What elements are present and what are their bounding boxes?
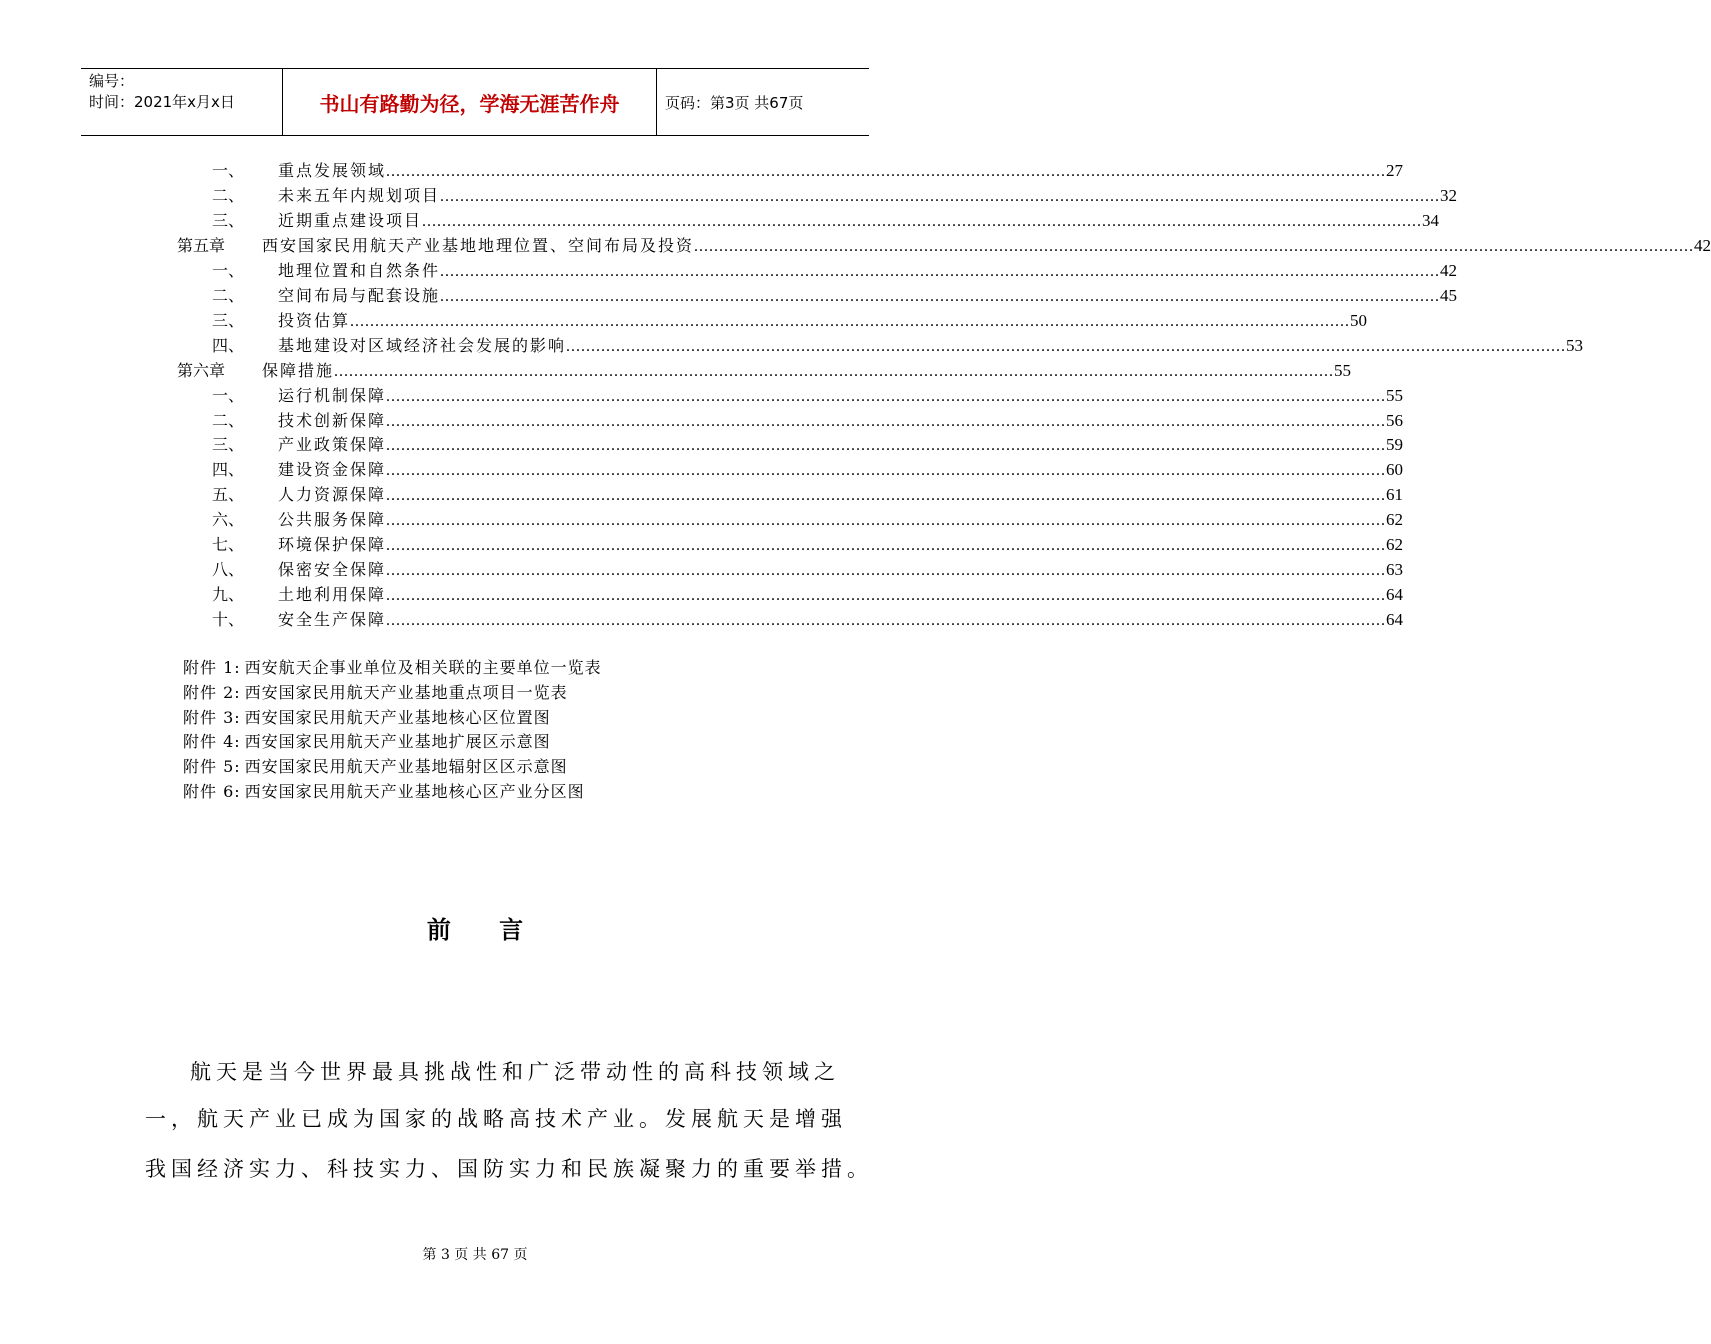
toc-entry-number: 二、 — [212, 410, 245, 430]
toc-section-row[interactable] — [0, 457, 1404, 482]
toc-entry-title: 人力资源保障 — [278, 485, 387, 505]
page-header — [81, 68, 869, 136]
toc-dot-leader: ........................................................................................................................................................................................................ — [386, 437, 1387, 455]
toc-chapter-row[interactable] — [0, 233, 1711, 258]
toc-page-number: 55 — [1386, 385, 1404, 405]
toc-dot-leader: ........................................................................................................................................................................................................ — [386, 562, 1387, 580]
toc-page-number: 42 — [1440, 260, 1458, 280]
toc-page-number: 50 — [1350, 310, 1368, 330]
appendix-title: 西安国家民用航天产业基地扩展区示意图 — [244, 732, 551, 752]
toc-entry-title: 西安国家民用航天产业基地地理位置、空间布局及投资 — [262, 235, 695, 255]
toc-entry-number: 八、 — [212, 560, 245, 580]
toc-page-number: 32 — [1440, 185, 1458, 205]
toc-entry-title: 地理位置和自然条件 — [278, 260, 441, 280]
toc-entry-number: 第六章 — [177, 360, 226, 380]
toc-entry-title: 重点发展领域 — [278, 161, 387, 180]
toc-dot-leader: ........................................................................................................................................................................................................ — [440, 187, 1441, 205]
toc-section-row[interactable] — [0, 408, 1404, 433]
preface-line: 航天是当今世界最具挑战性和广泛带动性的高科技领域之 — [190, 1060, 840, 1084]
toc-entry-title: 保密安全保障 — [278, 560, 387, 580]
toc-page-number: 55 — [1334, 360, 1352, 380]
toc-section-row[interactable] — [0, 208, 1440, 233]
toc-dot-leader: ........................................................................................................................................................................................................ — [386, 537, 1387, 555]
toc-page-number: 27 — [1386, 161, 1404, 180]
toc-page-number: 63 — [1386, 560, 1404, 580]
preface-title: 前 言 — [426, 916, 544, 944]
header-number-label: 编号： — [89, 72, 135, 90]
toc-entry-title: 近期重点建设项目 — [278, 210, 423, 230]
toc-entry-title: 安全生产保障 — [278, 610, 387, 630]
page-footer: 第 3 页 共 67 页 — [422, 1247, 528, 1263]
toc-entry-number: 三、 — [212, 310, 245, 330]
preface-line: 一，航天产业已成为国家的战略高技术产业。发展航天是增强 — [145, 1107, 847, 1131]
header-meta — [81, 69, 283, 135]
toc-chapter-row[interactable] — [0, 358, 1352, 383]
toc-entry-title: 投资估算 — [278, 310, 351, 330]
appendix-item[interactable] — [183, 755, 602, 780]
toc-section-row[interactable] — [0, 507, 1404, 532]
toc-page-number: 64 — [1386, 610, 1404, 630]
toc-section-row[interactable] — [0, 308, 1368, 333]
appendix-title: 西安国家民用航天产业基地重点项目一览表 — [244, 682, 568, 702]
toc-entry-number: 三、 — [212, 435, 245, 455]
toc-entry-number: 一、 — [212, 260, 245, 280]
appendix-label: 附件 3: — [183, 707, 241, 727]
toc-entry-number: 四、 — [212, 335, 245, 355]
appendix-label: 附件 1: — [183, 658, 241, 677]
toc-dot-leader: ........................................................................................................................................................................................................ — [566, 337, 1567, 355]
toc-entry-title: 运行机制保障 — [278, 385, 387, 405]
toc-entry-title: 技术创新保障 — [278, 410, 387, 430]
toc-dot-leader: ........................................................................................................................................................................................................ — [694, 237, 1695, 255]
toc-entry-number: 二、 — [212, 185, 245, 205]
toc-page-number: 64 — [1386, 585, 1404, 605]
appendix-list — [183, 656, 602, 805]
toc-entry-number: 十、 — [212, 610, 245, 630]
toc-page-number: 59 — [1386, 435, 1404, 455]
toc-section-row[interactable] — [0, 557, 1404, 582]
toc-entry-title: 环境保护保障 — [278, 535, 387, 555]
toc-entry-number: 一、 — [212, 161, 245, 180]
toc-section-row[interactable] — [0, 283, 1458, 308]
header-page-info: 页码：第3页 共67页 — [665, 93, 804, 112]
toc-entry-title: 公共服务保障 — [278, 510, 387, 530]
toc-section-row[interactable] — [0, 532, 1404, 557]
toc-section-row[interactable] — [0, 258, 1458, 283]
toc-page-number: 62 — [1386, 535, 1404, 555]
toc-entry-title: 土地利用保障 — [278, 585, 387, 605]
toc-dot-leader: ........................................................................................................................................................................................................ — [440, 262, 1441, 280]
toc-page-number: 61 — [1386, 485, 1404, 505]
toc-section-row[interactable] — [0, 482, 1404, 507]
toc-dot-leader: ........................................................................................................................................................................................................ — [386, 587, 1387, 605]
toc-section-row[interactable] — [0, 582, 1404, 607]
appendix-label: 附件 4: — [183, 732, 241, 752]
toc-entry-number: 七、 — [212, 535, 245, 555]
appendix-title: 西安航天企事业单位及相关联的主要单位一览表 — [244, 658, 602, 677]
toc-section-row[interactable] — [0, 333, 1584, 358]
toc-section-row[interactable] — [0, 607, 1404, 632]
toc-section-row[interactable] — [0, 158, 1404, 183]
appendix-item[interactable] — [183, 681, 602, 706]
toc-entry-title: 保障措施 — [262, 360, 335, 380]
toc-entry-number: 九、 — [212, 585, 245, 605]
toc-dot-leader: ........................................................................................................................................................................................................ — [386, 487, 1387, 505]
appendix-title: 西安国家民用航天产业基地辐射区区示意图 — [244, 757, 568, 777]
toc-entry-number: 一、 — [212, 385, 245, 405]
toc-section-row[interactable] — [0, 432, 1404, 457]
toc-dot-leader: ........................................................................................................................................................................................................ — [440, 287, 1441, 305]
toc-entry-number: 四、 — [212, 460, 245, 480]
appendix-label: 附件 6: — [183, 781, 241, 801]
toc-dot-leader: ........................................................................................................................................................................................................ — [386, 612, 1387, 630]
toc-page-number: 60 — [1386, 460, 1404, 480]
toc-dot-leader: ........................................................................................................................................................................................................ — [386, 462, 1387, 480]
appendix-label: 附件 5: — [183, 757, 241, 777]
toc-dot-leader: ........................................................................................................................................................................................................ — [386, 163, 1387, 180]
toc-page-number: 56 — [1386, 410, 1404, 430]
toc-dot-leader: ........................................................................................................................................................................................................ — [386, 512, 1387, 530]
toc-page-number: 53 — [1566, 335, 1584, 355]
toc-dot-leader: ........................................................................................................................................................................................................ — [334, 362, 1335, 380]
header-time-label: 时间：2021年x月x日 — [89, 93, 235, 111]
toc-page-number: 42 — [1694, 235, 1711, 255]
toc-entry-title: 基地建设对区域经济社会发展的影响 — [278, 335, 567, 355]
toc-page-number: 34 — [1422, 210, 1440, 230]
appendix-item[interactable] — [183, 780, 602, 805]
toc-entry-title: 空间布局与配套设施 — [278, 285, 441, 305]
toc-page-number: 45 — [1440, 285, 1458, 305]
toc-dot-leader: ........................................................................................................................................................................................................ — [350, 312, 1351, 330]
toc-entry-title: 未来五年内规划项目 — [278, 185, 441, 205]
toc-entry-number: 二、 — [212, 285, 245, 305]
toc-entry-number: 五、 — [212, 485, 245, 505]
toc-entry-title: 建设资金保障 — [278, 460, 387, 480]
toc-entry-number: 三、 — [212, 210, 245, 230]
appendix-item[interactable] — [183, 656, 602, 681]
toc-entry-number: 第五章 — [177, 235, 226, 255]
toc-page-number: 62 — [1386, 510, 1404, 530]
appendix-item[interactable] — [183, 706, 602, 731]
toc-entry-title: 产业政策保障 — [278, 435, 387, 455]
preface-line: 我国经济实力、科技实力、国防实力和民族凝聚力的重要举措。 — [145, 1157, 873, 1181]
appendix-title: 西安国家民用航天产业基地核心区产业分区图 — [244, 781, 585, 801]
toc-section-row[interactable] — [0, 183, 1458, 208]
toc-section-row[interactable] — [0, 383, 1404, 408]
toc-entry-number: 六、 — [212, 510, 245, 530]
appendix-item[interactable] — [183, 730, 602, 755]
header-motto: 书山有路勤为径，学海无涯苦作舟 — [283, 69, 657, 135]
appendix-title: 西安国家民用航天产业基地核心区位置图 — [244, 707, 551, 727]
toc-dot-leader: ........................................................................................................................................................................................................ — [386, 387, 1387, 405]
toc-dot-leader: ........................................................................................................................................................................................................ — [386, 412, 1387, 430]
appendix-label: 附件 2: — [183, 682, 241, 702]
toc-dot-leader: ........................................................................................................................................................................................................ — [422, 212, 1423, 230]
